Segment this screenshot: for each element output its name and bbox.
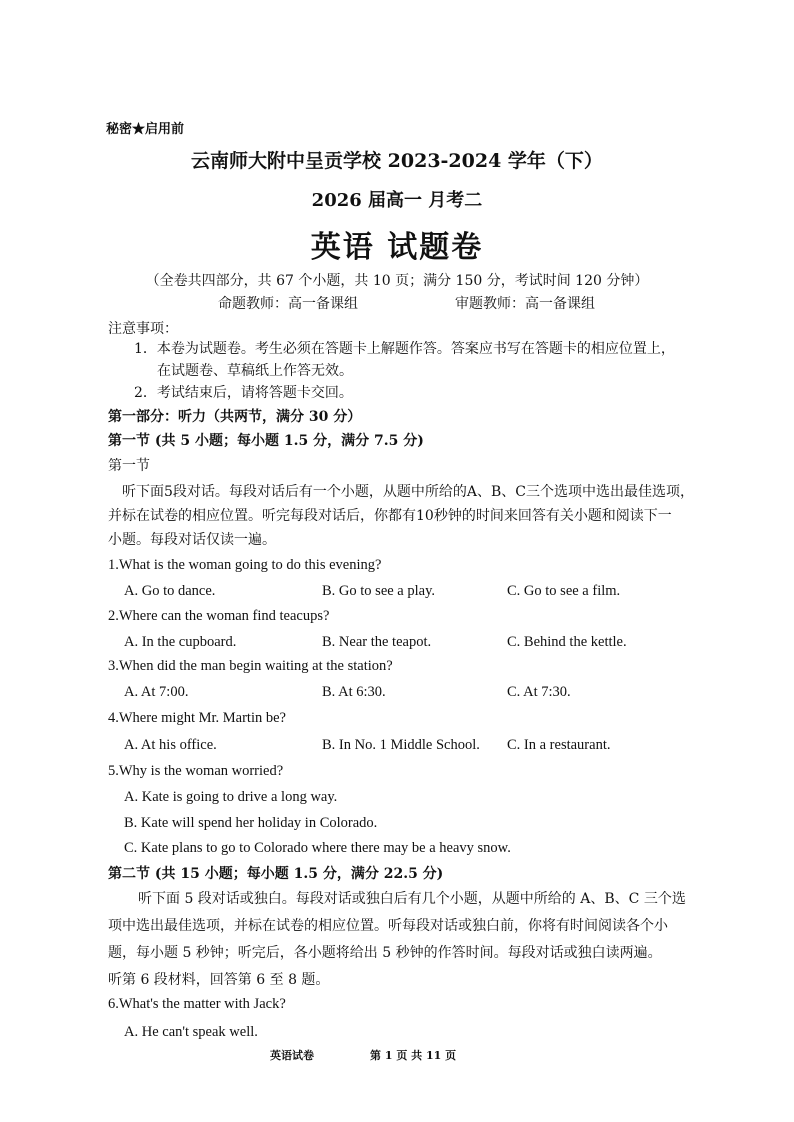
section2-instructions-line1: 听下面 5 段对话或独白。每段对话或独白后有几个小题，从题中所给的 A、B、C 三个选 (138, 891, 686, 907)
question-3: 3.When did the man begin waiting at the station? (108, 658, 393, 674)
footer-subject: 英语试卷 (270, 1049, 314, 1062)
school-title: 云南师大附中呈贡学校 2023-2024 学年（下） (191, 150, 603, 172)
notice-item-1-cont: 在试题卷、草稿纸上作答无效。 (157, 363, 353, 379)
q4-option-b: B. In No. 1 Middle School. (322, 737, 480, 753)
q5-option-a: A. Kate is going to drive a long way. (124, 789, 338, 805)
section2-heading: 第二节 (共 15 小题；每小题 1.5 分，满分 22.5 分) (108, 866, 444, 882)
reviewer-teacher: 审题教师：高一备课组 (455, 296, 595, 312)
section2-instructions-line2: 项中选出最佳选项，并标在试卷的相应位置。听每段对话或独白前，你将有时间阅读各个小 (108, 918, 668, 934)
footer-page-number: 第 1 页 共 11 页 (370, 1049, 457, 1062)
q5-option-c: C. Kate plans to go to Colorado where there may be a heavy snow. (124, 840, 511, 856)
notice-item-2: 2．考试结束后，请将答题卡交回。 (134, 385, 353, 401)
exam-name: 2026 届高一 月考二 (311, 190, 483, 211)
exam-meta: （全卷共四部分，共 67 个小题，共 10 页；满分 150 分，考试时间 120 分钟） (145, 273, 649, 289)
q3-option-c: C. At 7:30. (507, 684, 571, 700)
q2-option-b: B. Near the teapot. (322, 634, 432, 650)
section1-label: 第一节 (108, 458, 150, 474)
section1-instructions-line1: 听下面5段对话。每段对话后有一个小题，从题中所给的A、B、C三个选项中选出最佳选项， (122, 484, 695, 500)
section1-instructions-line3: 小题。每段对话仅读一遍。 (108, 532, 276, 548)
q6-option-a: A. He can't speak well. (124, 1024, 258, 1040)
question-2: 2.Where can the woman find teacups? (108, 608, 330, 624)
q4-option-c: C. In a restaurant. (507, 737, 611, 753)
confidential-label: 秘密★启用前 (106, 122, 185, 137)
q2-option-c: C. Behind the kettle. (507, 634, 627, 650)
notice-heading: 注意事项： (108, 321, 178, 337)
setter-teacher: 命题教师：高一备课组 (218, 296, 358, 312)
section1-instructions-line2: 并标在试卷的相应位置。听完每段对话后，你都有10秒钟的时间来回答有关小题和阅读下一 (108, 508, 672, 524)
section1-heading: 第一节 (共 5 小题；每小题 1.5 分，满分 7.5 分) (108, 433, 424, 449)
paper-title: 英语 试题卷 (310, 230, 484, 265)
part1-heading: 第一部分：听力（共两节，满分 30 分） (108, 409, 362, 425)
q5-option-b: B. Kate will spend her holiday in Colorado. (124, 815, 378, 831)
q1-option-a: A. Go to dance. (124, 583, 216, 599)
section2-instructions-line3: 题，每小题 5 秒钟；听完后，各小题将给出 5 秒钟的作答时间。每段对话或独白读两遍。 (108, 945, 662, 961)
q1-option-c: C. Go to see a film. (507, 583, 621, 599)
question-4: 4.Where might Mr. Martin be? (108, 710, 286, 726)
question-6: 6.What's the matter with Jack? (108, 996, 286, 1012)
q4-option-a: A. At his office. (124, 737, 217, 753)
question-1: 1.What is the woman going to do this evening? (108, 557, 382, 573)
q3-option-a: A. At 7:00. (124, 684, 189, 700)
q1-option-b: B. Go to see a play. (322, 583, 436, 599)
notice-item-1: 1．本卷为试题卷。考生必须在答题卡上解题作答。答案应书写在答题卡的相应位置上， (134, 341, 675, 357)
q2-option-a: A. In the cupboard. (124, 634, 237, 650)
q3-option-b: B. At 6:30. (322, 684, 386, 700)
section2-instructions-line4: 听第 6 段材料，回答第 6 至 8 题。 (108, 972, 330, 988)
question-5: 5.Why is the woman worried? (108, 763, 284, 779)
